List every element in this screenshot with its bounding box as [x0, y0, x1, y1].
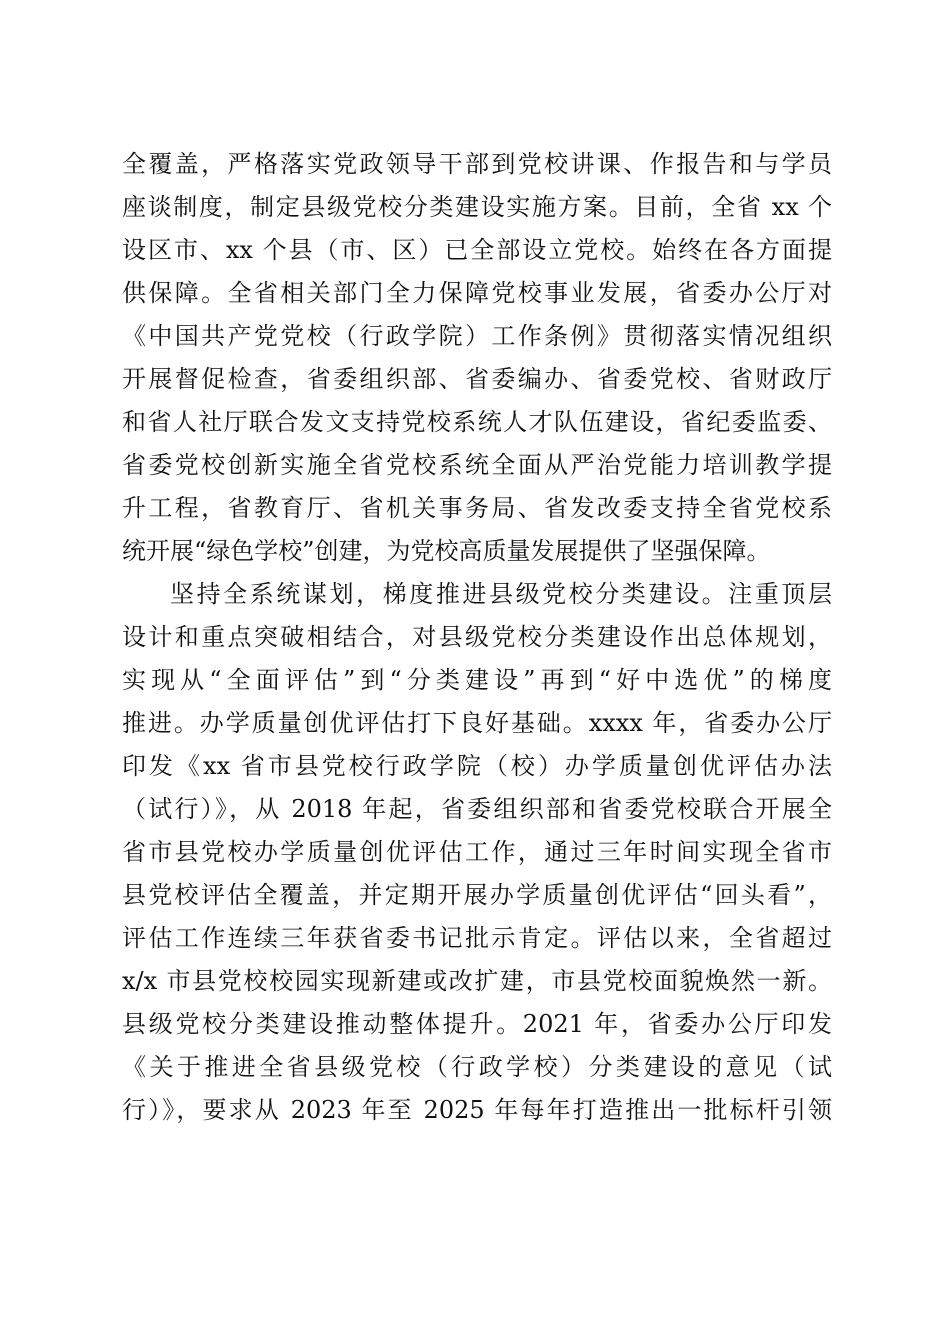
paragraph-1: [122, 143, 832, 573]
text-line: 座谈制度，制定县级党校分类建设实施方案。目前，全省 xx 个: [122, 193, 832, 221]
text-line: 推进。办学质量创优评估打下良好基础。xxxx 年，省委办公厅: [122, 709, 832, 737]
text-line: 设计和重点突破相结合，对县级党校分类建设作出总体规划，: [122, 623, 832, 651]
text-line: 统开展“绿色学校”创建，为党校高质量发展提供了坚强保障。: [122, 537, 771, 565]
text-line: 印发《xx 省市县党校行政学院（校）办学质量创优评估办法: [122, 752, 832, 780]
text-line: 省委党校创新实施全省党校系统全面从严治党能力培训教学提: [122, 451, 832, 479]
document-body: [122, 143, 832, 1132]
text-line: x/x 市县党校校园实现新建或改扩建，市县党校面貌焕然一新。: [122, 967, 832, 995]
text-line: 省市县党校办学质量创优评估工作，通过三年时间实现全省市: [122, 838, 832, 866]
text-line: 坚持全系统谋划，梯度推进县级党校分类建设。注重顶层: [170, 580, 832, 608]
text-line: （试行）》，从 2018 年起，省委组织部和省委党校联合开展全: [122, 795, 832, 823]
text-line: 和省人社厅联合发文支持党校系统人才队伍建设，省纪委监委、: [122, 408, 832, 436]
text-line: 评估工作连续三年获省委书记批示肯定。评估以来，全省超过: [122, 924, 832, 952]
text-line: 《中国共产党党校（行政学院）工作条例》贯彻落实情况组织: [122, 322, 832, 350]
text-line: 全覆盖，严格落实党政领导干部到党校讲课、作报告和与学员: [122, 150, 832, 178]
text-line: 县党校评估全覆盖，并定期开展办学质量创优评估“回头看”，: [122, 881, 832, 909]
text-line: 实现从“全面评估”到“分类建设”再到“好中选优”的梯度: [122, 666, 832, 694]
text-line: 行）》，要求从 2023 年至 2025 年每年打造推出一批标杆引领: [122, 1096, 832, 1124]
text-line: 设区市、xx 个县（市、区）已全部设立党校。始终在各方面提: [122, 236, 832, 264]
text-line: 县级党校分类建设推动整体提升。2021 年，省委办公厅印发: [122, 1010, 832, 1038]
text-line: 《关于推进全省县级党校（行政学校）分类建设的意见（试: [122, 1053, 832, 1081]
text-line: 开展督促检查，省委组织部、省委编办、省委党校、省财政厅: [122, 365, 832, 393]
paragraph-2: [122, 573, 832, 1132]
text-line: 供保障。全省相关部门全力保障党校事业发展，省委办公厅对: [122, 279, 832, 307]
text-line: 升工程，省教育厅、省机关事务局、省发改委支持全省党校系: [122, 494, 832, 522]
